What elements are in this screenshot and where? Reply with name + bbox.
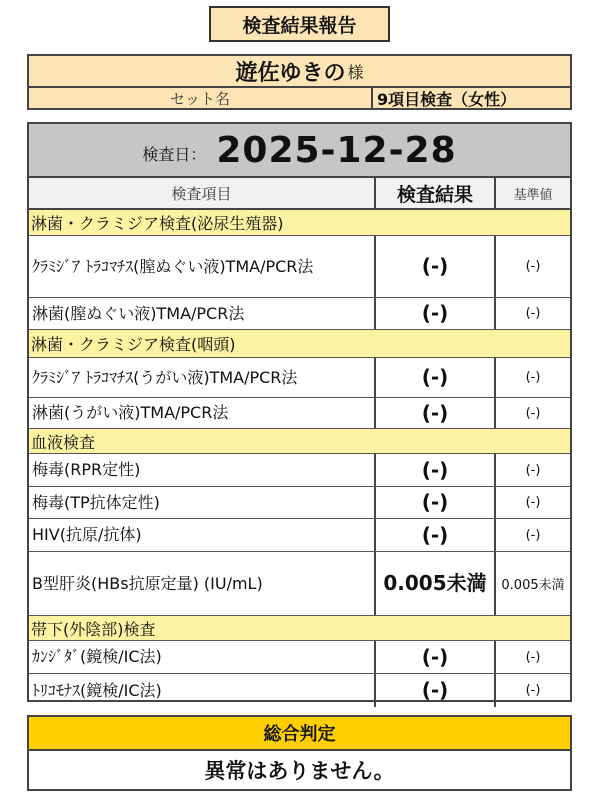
table-header <box>29 178 570 210</box>
judgment-label: 総合判定 <box>29 717 570 751</box>
test-item-name: HIV(抗原/抗体) <box>32 525 142 544</box>
table-row <box>29 398 570 429</box>
test-result: (-) <box>374 236 494 297</box>
table-row <box>29 674 570 707</box>
header-item: 検査項目 <box>171 184 232 203</box>
section-header: 淋菌・クラミジア検査(咽頭) <box>29 330 570 358</box>
reference-value: (-) <box>494 674 570 707</box>
test-result: (-) <box>374 641 494 673</box>
reference-value: (-) <box>494 454 570 486</box>
test-result: (-) <box>374 487 494 518</box>
test-item-name: 梅毒(RPR定性) <box>32 460 141 479</box>
section-header: 淋菌・クラミジア検査(泌尿生殖器) <box>29 210 570 236</box>
overall-judgment <box>27 715 572 791</box>
test-result: (-) <box>374 298 494 329</box>
reference-value: 0.005未満 <box>494 552 570 615</box>
test-item-name: ｶﾝｼﾞﾀﾞ(鏡検/IC法) <box>32 647 162 666</box>
section-header: 血液検査 <box>29 429 570 454</box>
test-result: (-) <box>374 454 494 486</box>
test-result: (-) <box>374 519 494 551</box>
table-row <box>29 298 570 330</box>
test-item-name: ｸﾗﾐｼﾞｱ ﾄﾗｺﾏﾁｽ(膣ぬぐい液)TMA/PCR法 <box>32 256 314 276</box>
reference-value: (-) <box>494 398 570 428</box>
patient-name: 遊佐ゆきの <box>235 60 346 86</box>
table-row <box>29 358 570 398</box>
table-row <box>29 641 570 674</box>
test-result: (-) <box>374 674 494 707</box>
test-item-name: ﾄﾘｺﾓﾅｽ(鏡検/IC法) <box>32 680 162 700</box>
header-result: 検査結果 <box>374 178 494 208</box>
judgment-value: 異常はありません。 <box>204 759 395 783</box>
table-row <box>29 552 570 616</box>
exam-date-row <box>29 124 570 178</box>
table-row <box>29 519 570 552</box>
test-item-name: 淋菌(うがい液)TMA/PCR法 <box>32 403 229 422</box>
report-title: 検査結果報告 <box>209 6 390 42</box>
results-table <box>27 122 572 702</box>
set-row <box>29 88 570 108</box>
reference-value: (-) <box>494 487 570 518</box>
patient-honorific: 様 <box>347 62 364 82</box>
test-item-name: 梅毒(TP抗体定性) <box>32 492 160 512</box>
reference-value: (-) <box>494 358 570 397</box>
set-value: 9項目検査（女性） <box>377 89 517 109</box>
reference-value: (-) <box>494 298 570 329</box>
reference-value: (-) <box>494 641 570 673</box>
test-result: (-) <box>374 358 494 397</box>
patient-info <box>27 54 572 110</box>
test-item-name: ｸﾗﾐｼﾞｱ ﾄﾗｺﾏﾁｽ(うがい液)TMA/PCR法 <box>32 367 298 387</box>
test-result: (-) <box>374 398 494 428</box>
exam-date-label: 検査日： <box>142 144 207 164</box>
test-result: 0.005未満 <box>374 552 494 615</box>
header-reference: 基準値 <box>494 178 570 208</box>
test-item-name: B型肝炎(HBs抗原定量) (IU/mL) <box>32 573 263 593</box>
table-row <box>29 454 570 487</box>
test-item-name: 淋菌(膣ぬぐい液)TMA/PCR法 <box>32 303 245 323</box>
exam-date-value: 2025-12-28 <box>216 129 457 171</box>
set-label: セット名 <box>29 88 373 108</box>
table-row <box>29 487 570 519</box>
reference-value: (-) <box>494 236 570 297</box>
section-header: 帯下(外陰部)検査 <box>29 616 570 641</box>
patient-name-row <box>29 56 570 88</box>
table-row <box>29 236 570 298</box>
reference-value: (-) <box>494 519 570 551</box>
